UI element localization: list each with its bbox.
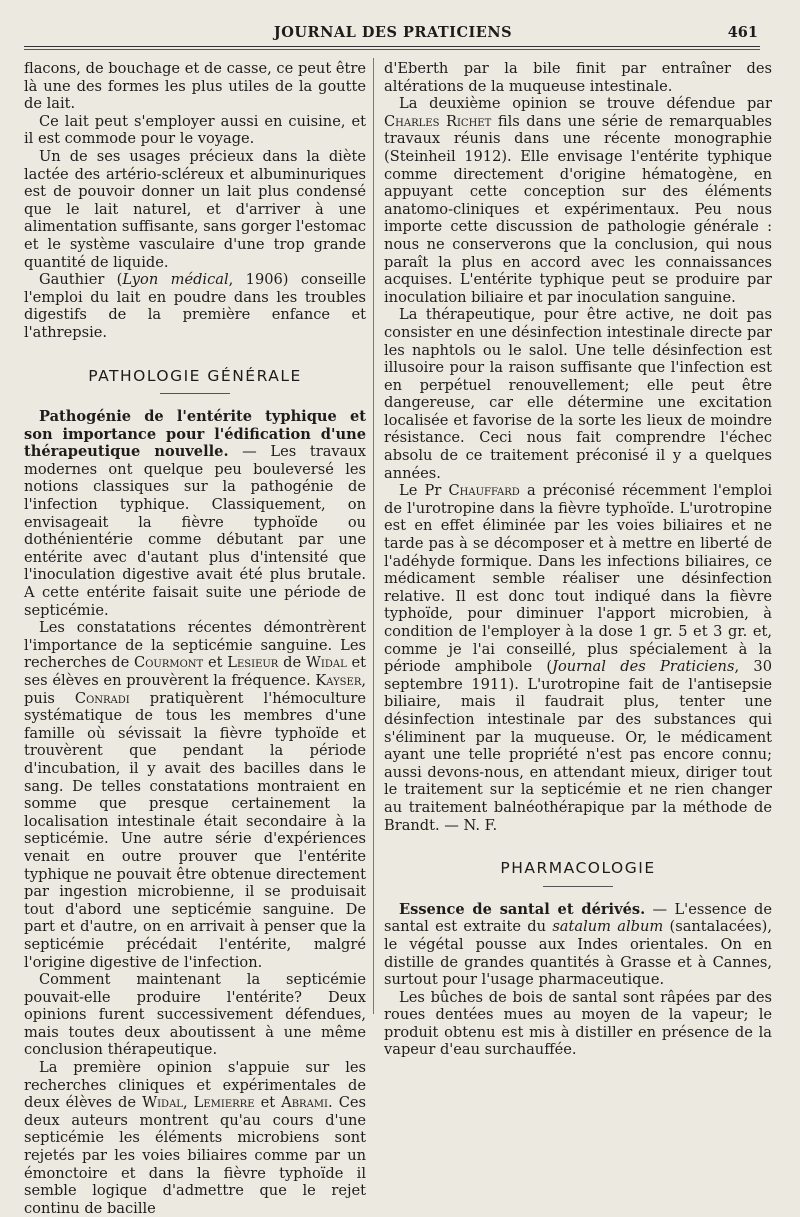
paragraph: La première opinion s'appuie sur les recherches cliniques et expérimentales de deux élèves de Widal, Lemierre et Abrami. Ces deux auteurs montrent qu'au cours d'une septicémie les éléments microbiens sont rejetés par les voies biliaires comme par un émonctoire et dans la fièvre typhoïde il semble logique d'admettre que le rejet continu de bacille	[24, 1059, 366, 1217]
paragraph: La thérapeutique, pour être active, ne doit pas consister en une désinfection intestinale directe par les naphtols ou le salol. Une telle désinfection est illusoire pour la raison suffisante que l'infection est en perpétuel renouvellement; elle peut être dangereuse, car elle détermine une excitation localisée et favorise de la sorte les lieux de moindre résistance. Ceci nous fait comprendre l'échec absolu de ce traitement préconisé il y a quelques années.	[384, 306, 772, 482]
header-rule	[24, 46, 760, 50]
column-divider	[373, 58, 374, 1014]
left-column	[24, 60, 366, 1217]
journal-title: JOURNAL DES PRATICIENS	[273, 24, 513, 41]
section-heading-pharmacologie: PHARMACOLOGIE	[500, 859, 656, 878]
section-rule	[160, 393, 230, 394]
article-heading: Essence de santal et dérivés.	[399, 900, 646, 918]
article-heading: Pathogénie de l'entérite typhique et son importance pour l'édification d'une thérapeutique nouvelle.	[24, 408, 366, 461]
running-header	[22, 22, 764, 46]
article-paragraph: Essence de santal et dérivés. — L'essence de santal est extraite du satalum album (santalacées), le végétal pousse aux Indes orientales. On en distille de grandes quantités à Grasse et à Cannes, surtout pour l'usage pharmaceutique.	[384, 900, 772, 989]
paragraph: La deuxième opinion se trouve défendue par Charles Richet fils dans une série de remarquables travaux réunis dans une récente monographie (Steinheil 1912). Elle envisage l'entérite typhique comme directement d'origine hématogène, en appuyant cette conception sur des éléments anatomo-cliniques et expérimentaux. Peu nous importe cette discussion de pathologie générale : nous ne conserverons que la conclusion, qui nous paraît la plus en accord avec les connaissances acquises. L'entérite typhique peut se produire par inoculation biliaire et par inoculation sanguine.	[384, 95, 772, 306]
paragraph: Gauthier (Lyon médical, 1906) conseille l'emploi du lait en poudre dans les troubles digestifs de la première enfance et l'athrepsie.	[24, 271, 367, 341]
citation-title: Journal des Praticiens	[552, 658, 735, 676]
paragraph: Ce lait peut s'employer aussi en cuisine, et il est commode pour le voyage.	[24, 112, 366, 148]
paragraph: Le Pr Chauffard a préconisé récemment l'emploi de l'urotropine dans la fièvre typhoïde. L'urotropine est en effet éliminée par les voies biliaires et ne tarde pas à se décomposer et à mettre en liberté de l'adéhyde formique. Dans les infections biliaires, ce médicament semble réaliser une désinfection relative. Il est donc tout indiqué dans la fièvre typhoïde, pour diminuer l'apport microbien, à condition de l'employer à la dose 1 gr. 5 et 3 gr. et, comme je l'ai conseillé, plus spécialement à la période amphibole (Journal des Praticiens, 30 septembre 1911). L'urotropine fait de l'antisepsie biliaire, mais il faudrait plus, tenter une désinfection intestinale par des substances qui s'éliminent par la muqueuse. Or, le médicament ayant une telle propriété n'est pas encore connu; aussi devons-nous, en attendant mieux, diriger tout le traitement sur la septicémie et ne rien changer au traitement balnéothérapique par la méthode de Brandt. — N. F.	[384, 482, 772, 834]
section-heading-pathologie: PATHOLOGIE GÉNÉRALE	[88, 366, 302, 385]
paragraph: d'Eberth par la bile finit par entraîner des altérations de la muqueuse intestinale.	[384, 60, 772, 95]
paragraph: Un de ses usages précieux dans la diète lactée des artério-scléreux et albuminuriques est de pouvoir donner un lait plus condensé que le lait naturel, et d'arriver à une alimentation suffisante, sans gorger l'estomac et le système vasculaire d'une trop grande quantité de liquide.	[24, 147, 366, 271]
citation-title: Lyon médical	[122, 271, 229, 289]
paragraph: flacons, de bouchage et de casse, ce peut être là une des formes les plus utiles de la goutte de lait.	[24, 60, 366, 113]
paragraph: Les bûches de bois de santal sont râpées par des roues dentées mues au moyen de la vapeur; le produit obtenu est mis à distiller en présence de la vapeur d'eau surchauffée.	[384, 988, 772, 1059]
section-rule	[543, 886, 613, 887]
article-paragraph: Pathogénie de l'entérite typhique et son importance pour l'édification d'une thérapeutique nouvelle. — Les travaux modernes ont quelque peu bouleversé les notions classiques sur la pathogénie de l'infection typhique. Classiquement, on envisageait la fièvre typhoïde ou dothénientérie comme débutant par une entérite avec d'autant plus d'intensité que l'inoculation digestive avait été plus brutale. A cette entérite faisait suite une période de septicémie.	[24, 408, 366, 619]
right-column	[384, 60, 772, 1059]
page-number: 461	[727, 24, 758, 41]
paragraph: Les constatations récentes démontrèrent l'importance de la septicémie sanguine. Les recherches de Courmont et Lesieur de Widal et ses élèves en prouvèrent la fréquence. Kayser, puis Conradi pratiquèrent l'hémoculture systématique de tous les membres d'une famille où sévissait la fièvre typhoïde et trouvèrent que pendant la période d'incubation, il y avait des bacilles dans le sang. De telles constatations montraient en somme que presque certainement la localisation intestinale était secondaire à la septicémie. Une autre série d'expériences venait en outre prouver que l'entérite typhique ne pouvait être obtenue directement par ingestion microbienne, il se produisait tout d'abord une septicémie sanguine. De part et d'autre, on en arrivait à penser que la septicémie précédait l'entérite, malgré l'origine digestive de l'infection.	[24, 619, 366, 971]
paragraph: Comment maintenant la septicémie pouvait-elle produire l'entérite? Deux opinions furent successivement défendues, mais toutes deux aboutissent à une même conclusion thérapeutique.	[24, 971, 366, 1059]
